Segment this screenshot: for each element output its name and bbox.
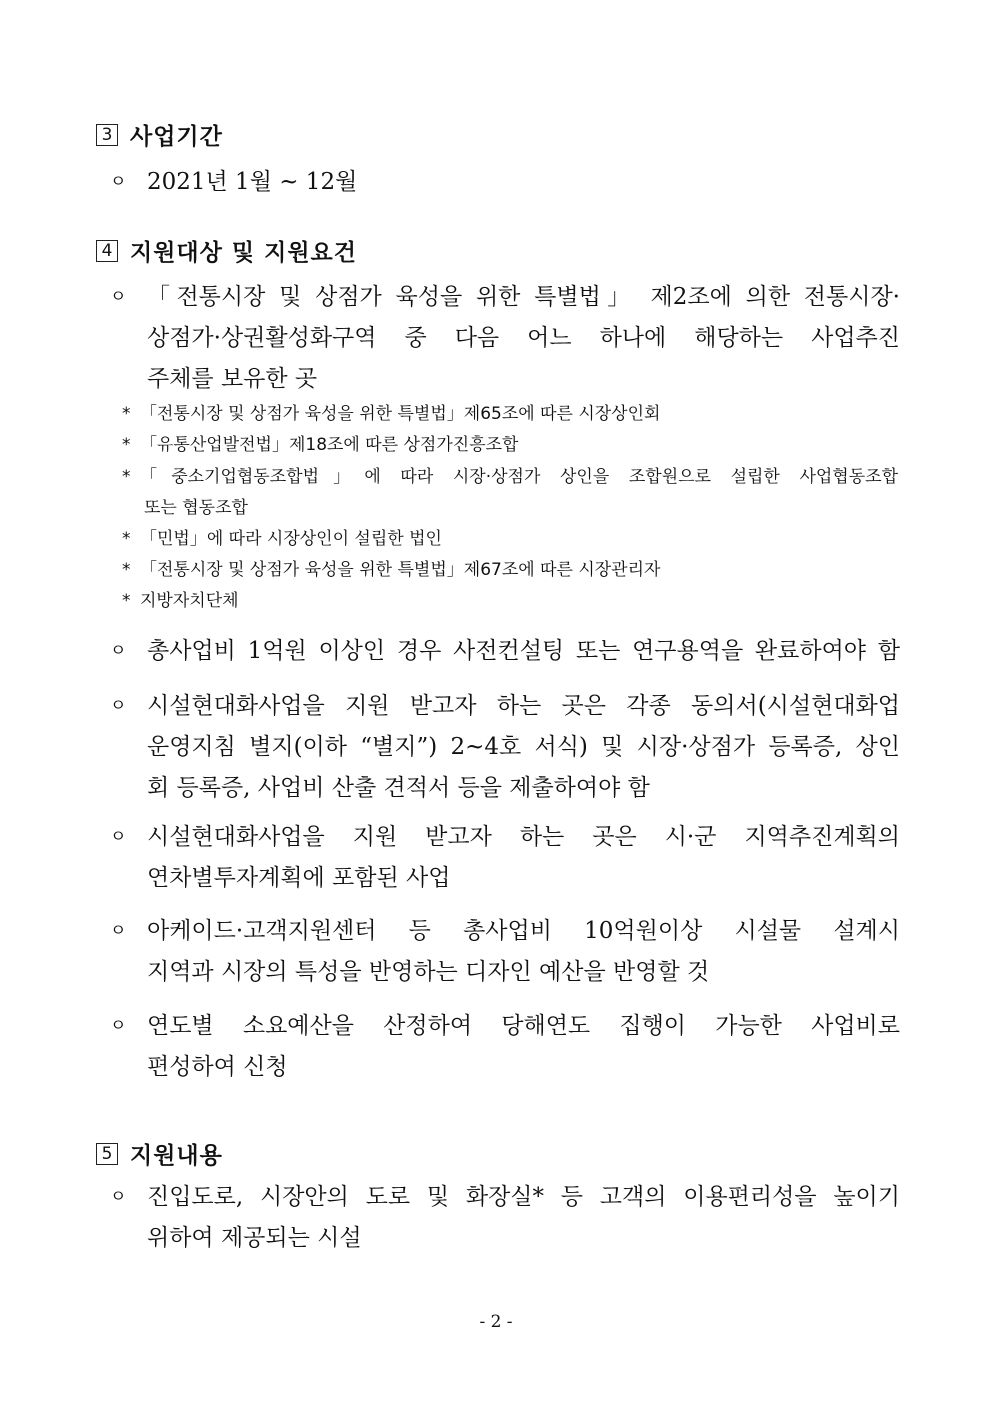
support-item [110,1177,900,1259]
note-item [122,555,898,586]
asterisk-icon: * [122,560,131,580]
note-item [122,430,898,461]
section-number-box: 5 [96,1143,118,1165]
bullet-circle-icon: ㅇ [110,172,127,192]
note-text: 지방자치단체 [140,591,239,611]
page-number: - 2 - [479,1312,513,1332]
requirement-line: 연도별 소요예산을 산정하여 당해연도 집행이 가능한 사업비로 [147,1013,900,1039]
requirement-line: 운영지침 별지(이하 “별지”) 2~4호 서식) 및 시장·상점가 등록증, 상인 [147,734,900,760]
bullet-circle-icon: ㅇ [110,1187,127,1207]
note-text-continued: 또는 협동조합 [144,498,248,518]
requirement-item [110,631,900,672]
section-title: 사업기간 [130,124,223,150]
support-line: 위하여 제공되는 시설 [147,1225,362,1251]
bullet-circle-icon: ㅇ [110,921,127,941]
requirement-item [110,911,900,993]
section-title: 지원대상 및 지원요건 [130,240,357,266]
note-text: 「민법」에 따라 시장상인이 설립한 법인 [140,529,442,549]
note-item [122,524,898,555]
section-5-heading [96,1137,223,1170]
requirement-line: 시설현대화사업을 지원 받고자 하는 곳은 각종 동의서(시설현대화업 [147,693,900,719]
section-4-heading [96,234,357,267]
bullet-circle-icon: ㅇ [110,287,127,307]
requirement-item [110,686,900,809]
asterisk-icon: * [122,467,131,487]
asterisk-icon: * [122,529,131,549]
asterisk-icon: * [122,591,131,611]
section-3-heading [96,118,223,151]
requirement-line: 지역과 시장의 특성을 반영하는 디자인 예산을 반영할 것 [147,959,710,985]
bullet-circle-icon: ㅇ [110,1016,127,1036]
requirement-line: 연차별투자계획에 포함된 사업 [147,865,451,891]
section-title: 지원내용 [130,1143,223,1169]
asterisk-icon: * [122,404,131,424]
period-item [110,162,900,203]
note-text: 「중소기업협동조합법」에 따라 시장·상점가 상인을 조합원으로 설립한 사업협동조합 [140,467,898,487]
requirement-line: 편성하여 신청 [147,1054,288,1080]
note-text: 「전통시장 및 상점가 육성을 위한 특별법」제65조에 따른 시장상인회 [140,404,661,424]
note-text: 「전통시장 및 상점가 육성을 위한 특별법」제67조에 따른 시장관리자 [140,560,661,580]
requirement-line: 시설현대화사업을 지원 받고자 하는 곳은 시·군 지역추진계획의 [147,824,900,850]
note-item [122,462,898,524]
period-text: 2021년 1월 ~ 12월 [147,169,358,195]
requirement-item [110,817,900,899]
target-intro-line: 「전통시장 및 상점가 육성을 위한 특별법」 제2조에 의한 전통시장· [147,284,900,310]
note-item [122,399,898,430]
note-text: 「유통산업발전법」제18조에 따른 상점가진흥조합 [140,435,519,455]
requirement-item [110,1006,900,1088]
requirement-line: 회 등록증, 사업비 산출 견적서 등을 제출하여야 함 [147,775,650,801]
asterisk-icon: * [122,435,131,455]
target-intro-line: 주체를 보유한 곳 [147,366,318,392]
bullet-circle-icon: ㅇ [110,641,127,661]
section-number-box: 4 [96,240,118,262]
note-item [122,586,898,617]
target-intro-item [110,277,900,400]
requirement-line: 총사업비 1억원 이상인 경우 사전컨설팅 또는 연구용역을 완료하여야 함 [147,638,900,664]
bullet-circle-icon: ㅇ [110,696,127,716]
requirement-line: 아케이드·고객지원센터 등 총사업비 10억원이상 시설물 설계시 [147,918,900,944]
section-number-box: 3 [96,124,118,146]
support-line: 진입도로, 시장안의 도로 및 화장실* 등 고객의 이용편리성을 높이기 [147,1184,900,1210]
target-intro-line: 상점가·상권활성화구역 중 다음 어느 하나에 해당하는 사업추진 [147,325,900,351]
bullet-circle-icon: ㅇ [110,827,127,847]
